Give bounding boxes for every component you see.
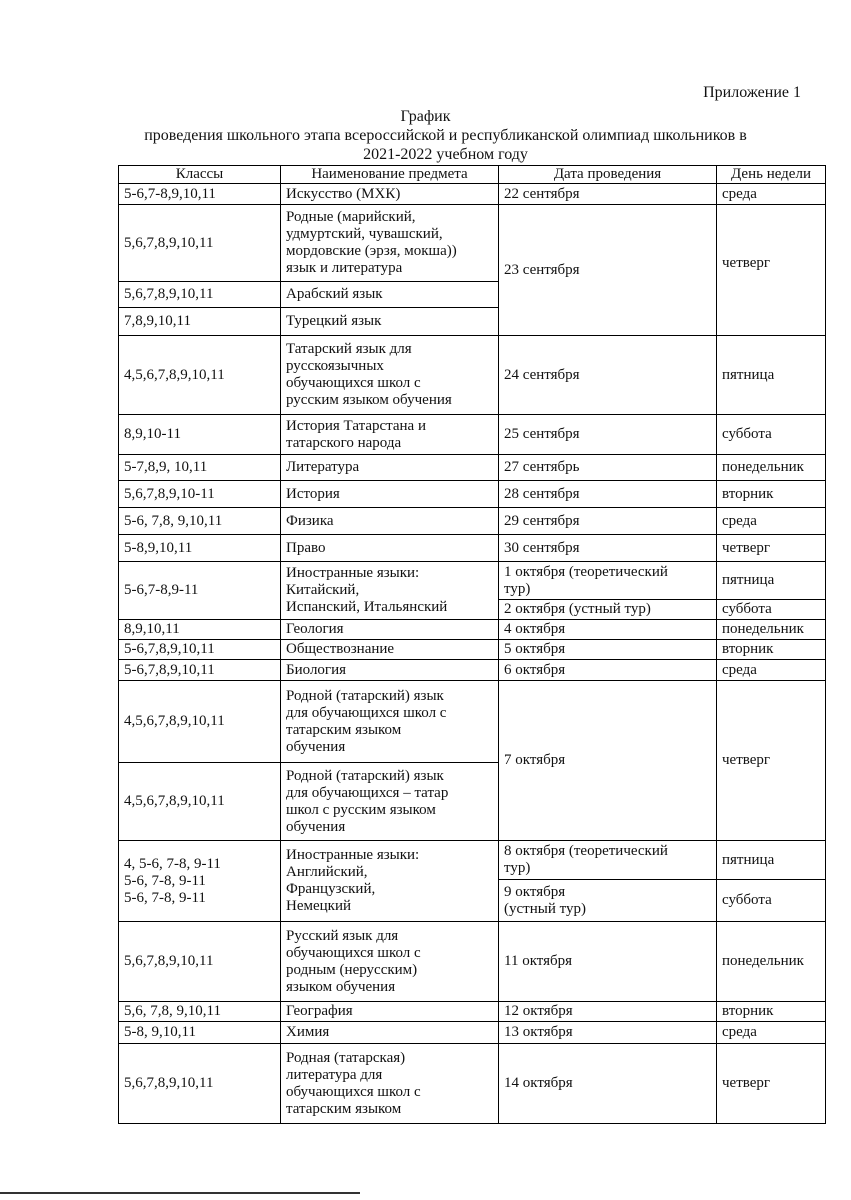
classes-cell: 7,8,9,10,11: [119, 308, 281, 336]
day-cell: вторник: [717, 481, 826, 508]
classes-cell: 4, 5-6, 7-8, 9-11 5-6, 7-8, 9-11 5-6, 7-8, 9-11: [119, 841, 281, 922]
table-row: [119, 562, 826, 600]
date-cell: 4 октября: [499, 620, 717, 640]
classes-cell: 5,6,7,8,9,10,11: [119, 282, 281, 308]
day-cell: среда: [717, 508, 826, 535]
date-cell: 30 сентября: [499, 535, 717, 562]
date-cell: 23 сентября: [499, 205, 717, 336]
subject-cell: История Татарстана и татарского народа: [281, 415, 499, 455]
date-cell: 28 сентября: [499, 481, 717, 508]
classes-cell: 5-6,7,8,9,10,11: [119, 640, 281, 660]
table-row: [119, 415, 826, 455]
day-cell: понедельник: [717, 455, 826, 481]
subject-cell: Литература: [281, 455, 499, 481]
subject-cell: Геология: [281, 620, 499, 640]
date-cell: 13 октября: [499, 1022, 717, 1044]
subject-cell: Арабский язык: [281, 282, 499, 308]
date-cell: 2 октября (устный тур): [499, 600, 717, 620]
day-cell: суббота: [717, 880, 826, 922]
table-header-row: [119, 166, 826, 184]
subject-cell: Иностранные языки: Китайский, Испанский, Итальянский: [281, 562, 499, 620]
day-cell: среда: [717, 1022, 826, 1044]
table-row: [119, 455, 826, 481]
subject-cell: Родной (татарский) язык для обучающихся школ с татарским языком обучения: [281, 681, 499, 763]
table-row: [119, 481, 826, 508]
subject-cell: Физика: [281, 508, 499, 535]
classes-cell: 8,9,10-11: [119, 415, 281, 455]
subject-cell: Турецкий язык: [281, 308, 499, 336]
table-row: [119, 336, 826, 415]
subject-cell: Иностранные языки: Английский, Французский, Немецкий: [281, 841, 499, 922]
subject-cell: Биология: [281, 660, 499, 681]
classes-cell: 5-6,7,8,9,10,11: [119, 660, 281, 681]
classes-cell: 5,6,7,8,9,10-11: [119, 481, 281, 508]
document-subtitle-line1: проведения школьного этапа всероссийской и республиканской олимпиад школьников в: [144, 127, 747, 144]
subject-cell: Искусство (МХК): [281, 184, 499, 205]
table-row: [119, 535, 826, 562]
subject-cell: Химия: [281, 1022, 499, 1044]
subject-cell: Русский язык для обучающихся школ с родным (нерусским) языком обучения: [281, 922, 499, 1002]
day-cell: понедельник: [717, 922, 826, 1002]
day-cell: пятница: [717, 562, 826, 600]
classes-cell: 5-6, 7,8, 9,10,11: [119, 508, 281, 535]
header-classes: Классы: [119, 166, 281, 184]
subject-cell: География: [281, 1002, 499, 1022]
schedule-table: [118, 165, 826, 1124]
header-subject: Наименование предмета: [281, 166, 499, 184]
document-subtitle-line2: 2021-2022 учебном году: [363, 146, 528, 163]
classes-cell: 5,6,7,8,9,10,11: [119, 922, 281, 1002]
date-cell: 5 октября: [499, 640, 717, 660]
classes-cell: 5-6,7-8,9,10,11: [119, 184, 281, 205]
classes-cell: 5,6,7,8,9,10,11: [119, 205, 281, 282]
header-day: День недели: [717, 166, 826, 184]
classes-cell: 5-7,8,9, 10,11: [119, 455, 281, 481]
day-cell: четверг: [717, 1044, 826, 1124]
table-row: [119, 620, 826, 640]
subject-cell: Обществознание: [281, 640, 499, 660]
date-cell: 11 октября: [499, 922, 717, 1002]
day-cell: вторник: [717, 1002, 826, 1022]
table-row: [119, 1002, 826, 1022]
day-cell: среда: [717, 184, 826, 205]
page-edge-line: [0, 1192, 360, 1194]
date-cell: 12 октября: [499, 1002, 717, 1022]
classes-cell: 5,6, 7,8, 9,10,11: [119, 1002, 281, 1022]
subject-cell: Родные (марийский, удмуртский, чувашский, мордовские (эрзя, мокша)) язык и литература: [281, 205, 499, 282]
day-cell: пятница: [717, 841, 826, 880]
subject-cell: Родной (татарский) язык для обучающихся – татар школ с русским языком обучения: [281, 763, 499, 841]
day-cell: суббота: [717, 600, 826, 620]
table-row: [119, 205, 826, 282]
table-row: [119, 660, 826, 681]
day-cell: понедельник: [717, 620, 826, 640]
subject-cell: История: [281, 481, 499, 508]
table-row: [119, 640, 826, 660]
date-cell: 24 сентября: [499, 336, 717, 415]
table-row: [119, 841, 826, 880]
date-cell: 1 октября (теоретический тур): [499, 562, 717, 600]
classes-cell: 4,5,6,7,8,9,10,11: [119, 681, 281, 763]
date-cell: 7 октября: [499, 681, 717, 841]
classes-cell: 5-8,9,10,11: [119, 535, 281, 562]
classes-cell: 5-8, 9,10,11: [119, 1022, 281, 1044]
subject-cell: Право: [281, 535, 499, 562]
date-cell: 9 октября (устный тур): [499, 880, 717, 922]
classes-cell: 4,5,6,7,8,9,10,11: [119, 336, 281, 415]
day-cell: четверг: [717, 535, 826, 562]
classes-cell: 5,6,7,8,9,10,11: [119, 1044, 281, 1124]
day-cell: вторник: [717, 640, 826, 660]
subject-cell: Татарский язык для русскоязычных обучающихся школ с русским языком обучения: [281, 336, 499, 415]
date-cell: 8 октября (теоретический тур): [499, 841, 717, 880]
day-cell: пятница: [717, 336, 826, 415]
table-row: [119, 508, 826, 535]
day-cell: четверг: [717, 205, 826, 336]
date-cell: 14 октября: [499, 1044, 717, 1124]
day-cell: суббота: [717, 415, 826, 455]
classes-cell: 5-6,7-8,9-11: [119, 562, 281, 620]
table-row: [119, 184, 826, 205]
day-cell: среда: [717, 660, 826, 681]
date-cell: 29 сентября: [499, 508, 717, 535]
appendix-label: Приложение 1: [703, 84, 801, 101]
table-row: [119, 1044, 826, 1124]
document-title: График: [400, 108, 451, 125]
classes-cell: 4,5,6,7,8,9,10,11: [119, 763, 281, 841]
table-row: [119, 922, 826, 1002]
date-cell: 22 сентября: [499, 184, 717, 205]
date-cell: 27 сентябрь: [499, 455, 717, 481]
day-cell: четверг: [717, 681, 826, 841]
table-row: [119, 681, 826, 763]
date-cell: 25 сентября: [499, 415, 717, 455]
subject-cell: Родная (татарская) литература для обучающихся школ с татарским языком: [281, 1044, 499, 1124]
classes-cell: 8,9,10,11: [119, 620, 281, 640]
header-date: Дата проведения: [499, 166, 717, 184]
date-cell: 6 октября: [499, 660, 717, 681]
table-row: [119, 1022, 826, 1044]
